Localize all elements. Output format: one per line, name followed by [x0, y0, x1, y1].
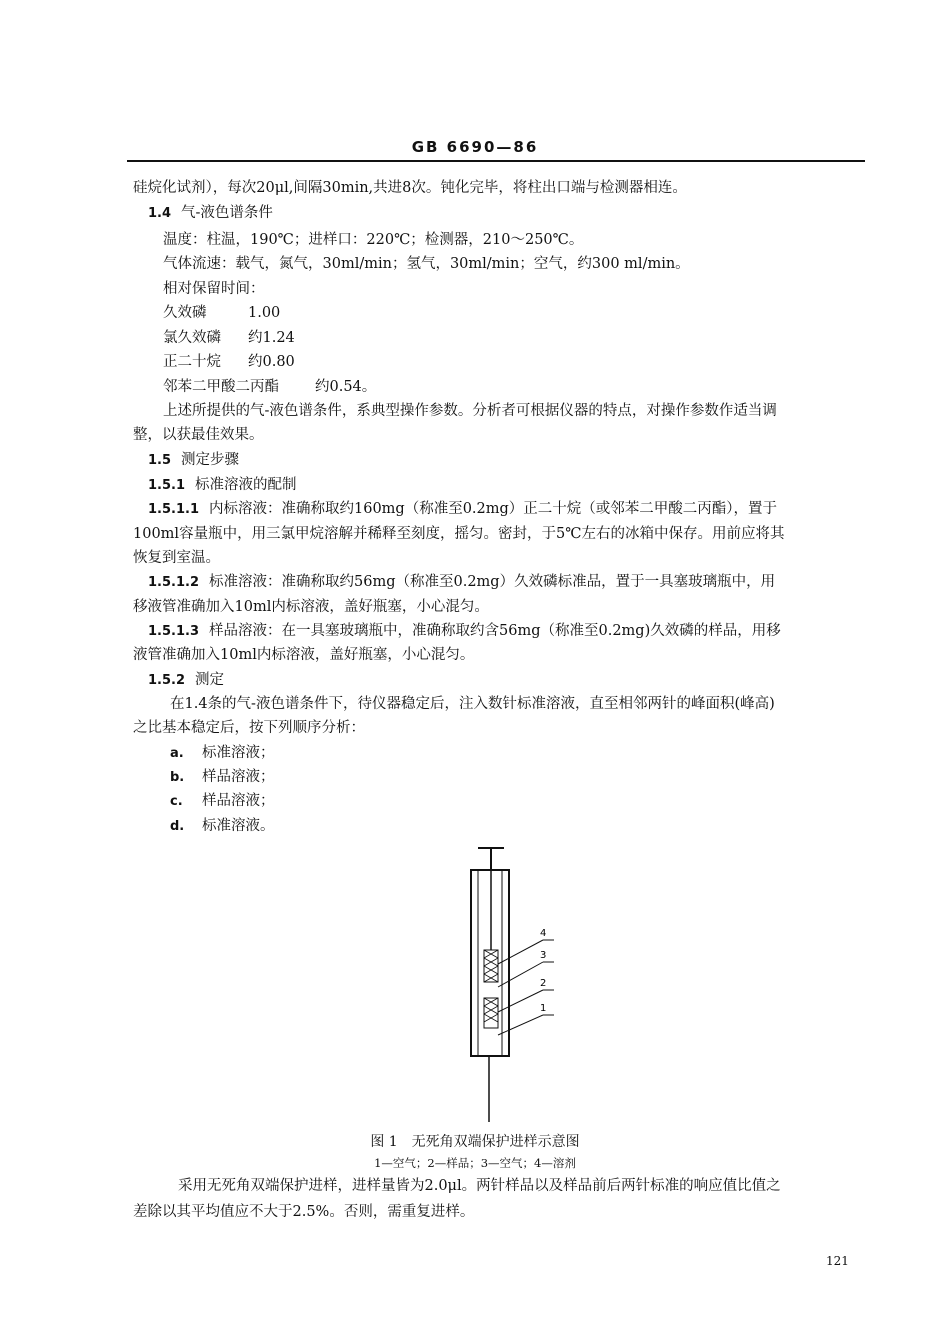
- paragraph-line: 1.5.1.3 样品溶液：在一具塞玻璃瓶中，准确称取约含56mg（称准至0.2mg)久效磷的样品，用移: [148, 623, 781, 639]
- note-line: 整，以获最佳效果。: [133, 427, 264, 443]
- rrt-row: 正二十烷 约0.80: [163, 354, 295, 370]
- section-1-4-heading: [148, 203, 273, 224]
- paragraph-line: 1.5.1.1 内标溶液：准确称取约160mg（称准至0.2mg）正二十烷（或邻苯二甲酸二丙酯），置于: [148, 501, 778, 517]
- list-item: d. 标准溶液。: [170, 818, 275, 834]
- section-number: 1.4: [148, 206, 172, 221]
- paragraph-line: 100ml容量瓶中，用三氯甲烷溶解并稀释至刻度，摇匀。密封，于5℃左右的冰箱中保存。用前应将其: [133, 526, 785, 542]
- rrt-row: 久效磷 1.00: [163, 305, 281, 321]
- paragraph-line: 1.5.1.2 标准溶液：准确称取约56mg（称准至0.2mg）久效磷标准品，置于一具塞玻璃瓶中，用: [148, 574, 776, 590]
- leader-2: [498, 990, 543, 1012]
- list-item: c. 样品溶液；: [170, 793, 275, 809]
- paragraph-line: 恢复到室温。: [133, 550, 220, 566]
- leader-3: [498, 962, 543, 987]
- page-number: 121: [826, 1254, 849, 1268]
- solvent-band: [484, 950, 498, 982]
- list-item: b. 样品溶液；: [170, 769, 275, 785]
- standard-header: GB 6690—86: [411, 138, 539, 156]
- rrt-row: 邻苯二甲酸二丙酯 约0.54。: [163, 379, 377, 395]
- intro-line: 硅烷化试剂），每次20μl,间隔30min,共进8次。钝化完毕，将柱出口端与检测器相连。: [133, 180, 687, 196]
- section-title: 气-液色谱条件: [181, 205, 273, 221]
- rrt-label: 相对保留时间：: [163, 281, 265, 297]
- leader-4: [498, 940, 543, 964]
- flow-line: 气体流速：载气，氮气，30ml/min；氢气，30ml/min；空气，约300 ml/min。: [163, 256, 690, 272]
- leader-1: [498, 1015, 543, 1035]
- paragraph-line: 在1.4条的气-液色谱条件下，待仪器稳定后，注入数针标准溶液，直至相邻两针的峰面积(峰高): [170, 696, 775, 712]
- section-1-5-2-heading: 1.5.2 测定: [148, 672, 225, 688]
- paragraph-line: 之比基本稳定后，按下列顺序分析：: [133, 720, 365, 736]
- figure-label: 3: [540, 950, 547, 961]
- figure-legend: 1—空气；2—样品；3—空气；4—溶剂: [374, 1156, 576, 1170]
- temperature-line: 温度：柱温，190℃；进样口：220℃；检测器，210～250℃。: [163, 232, 584, 248]
- figure-label: 2: [540, 978, 547, 989]
- rrt-row: 氯久效磷 约1.24: [163, 330, 295, 346]
- paragraph-line: 液管准确加入10ml内标溶液，盖好瓶塞，小心混匀。: [133, 647, 475, 663]
- figure-label: 4: [540, 928, 547, 939]
- figure-label: 1: [540, 1003, 547, 1014]
- syringe-diagram: [440, 840, 600, 1125]
- paragraph-line: 差除以其平均值应不大于2.5%。否则，需重复进样。: [133, 1204, 475, 1220]
- list-item: a. 标准溶液；: [170, 745, 275, 761]
- section-1-5-1-heading: 1.5.1 标准溶液的配制: [148, 477, 297, 493]
- section-1-5-heading: 1.5 测定步骤: [148, 452, 240, 468]
- header-rule: [127, 160, 865, 162]
- paragraph-line: 采用无死角双端保护进样，进样量皆为2.0μl。两针样品以及样品前后两针标准的响应值比值之: [178, 1178, 781, 1194]
- note-line: 上述所提供的气-液色谱条件，系典型操作参数。分析者可根据仪器的特点，对操作参数作适当调: [163, 403, 777, 419]
- figure-caption: 图 1 无死角双端保护进样示意图: [370, 1134, 580, 1150]
- paragraph-line: 移液管准确加入10ml内标溶液，盖好瓶塞，小心混匀。: [133, 599, 489, 615]
